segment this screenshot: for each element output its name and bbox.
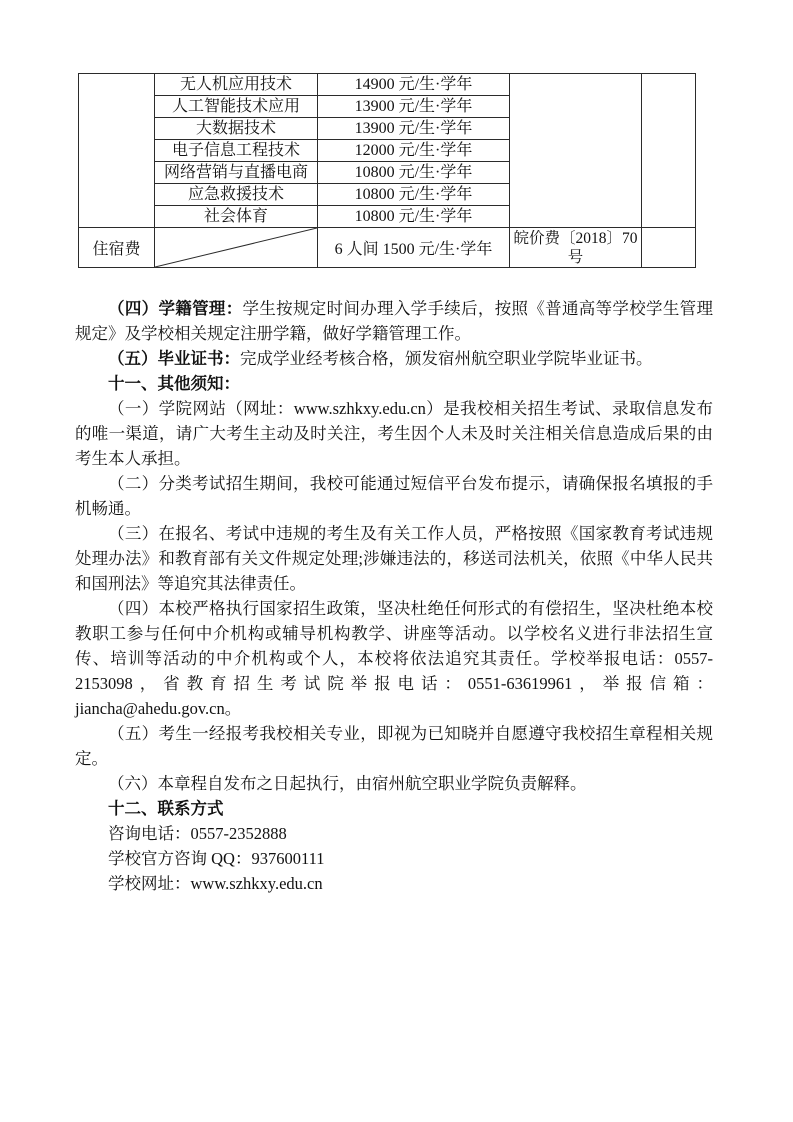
accommodation-fee-cell: 6 人间 1500 元/生·学年	[318, 228, 510, 268]
program-cell: 应急救援技术	[155, 184, 318, 206]
program-cell: 无人机应用技术	[155, 74, 318, 96]
accommodation-tail-cell-empty	[642, 228, 696, 268]
fee-cell: 13900 元/生·学年	[318, 118, 510, 140]
paragraph-text: 学生按规定时间办理入学手续后，按照《普通高等学校学生管理规定》及学校相关规定注册学籍，做好学籍管理工作。	[75, 299, 714, 343]
program-cell: 电子信息工程技术	[155, 140, 318, 162]
section-heading-12: 十二、联系方式	[108, 799, 224, 818]
notice-item-6: （六）本章程自发布之日起执行，由宿州航空职业学院负责解释。	[108, 774, 587, 793]
tail-cell-empty	[642, 74, 696, 228]
paragraph-xueji-guanli	[75, 296, 713, 346]
program-cell: 社会体育	[155, 206, 318, 228]
paragraph-lead: （四）学籍管理：	[108, 299, 243, 318]
paragraph-text: 完成学业经考核合格，颁发宿州航空职业学院毕业证书。	[240, 349, 653, 368]
notice-item-4: （四）本校严格执行国家招生政策，坚决杜绝任何形式的有偿招生，坚决杜绝本校教职工参与任何中介机构或辅导机构教学、讲座等活动。以学校名义进行非法招生宣传、培训等活动的中介机构或个人，本校将依法追究其责任。学校举报电话：0557-2153098，省教育招生考试院举报电话：0551-63619961，举报信箱：jiancha@ahedu.gov.cn。	[75, 599, 713, 718]
accommodation-basis-cell: 皖价费〔2018〕70 号	[510, 228, 642, 268]
contact-phone: 咨询电话：0557-2352888	[108, 824, 287, 843]
program-cell: 网络营销与直播电商	[155, 162, 318, 184]
fees-table	[78, 73, 696, 268]
notice-item-3: （三）在报名、考试中违规的考生及有关工作人员，严格按照《国家教育考试违规处理办法》和教育部有关文件规定处理;涉嫌违法的，移送司法机关，依照《中华人民共和国刑法》等追究其法律责任。	[75, 524, 713, 593]
accommodation-row	[79, 228, 696, 268]
contact-qq: 学校官方咨询 QQ：937600111	[108, 849, 325, 868]
paragraph-lead: （五）毕业证书：	[108, 349, 240, 368]
program-cell: 大数据技术	[155, 118, 318, 140]
fee-cell: 12000 元/生·学年	[318, 140, 510, 162]
basis-cell-empty	[510, 74, 642, 228]
program-cell: 人工智能技术应用	[155, 96, 318, 118]
tuition-label-cell-empty	[79, 74, 155, 228]
section-heading-11: 十一、其他须知：	[108, 374, 240, 393]
diagonal-slash-cell	[155, 228, 318, 268]
fee-cell: 10800 元/生·学年	[318, 206, 510, 228]
fee-cell: 14900 元/生·学年	[318, 74, 510, 96]
notice-item-5: （五）考生一经报考我校相关专业，即视为已知晓并自愿遵守我校招生章程相关规定。	[75, 724, 713, 768]
notice-item-2: （二）分类考试招生期间，我校可能通过短信平台发布提示，请确保报名填报的手机畅通。	[75, 474, 713, 518]
diagonal-line-icon	[155, 228, 317, 267]
paragraph-biye-zhengshu	[75, 346, 713, 371]
contact-website: 学校网址：www.szhkxy.edu.cn	[108, 874, 323, 893]
fee-cell: 10800 元/生·学年	[318, 184, 510, 206]
accommodation-label-cell: 住宿费	[79, 228, 155, 268]
body-text	[75, 296, 713, 896]
notice-item-1: （一）学院网站（网址：www.szhkxy.edu.cn）是我校相关招生考试、录取信息发布的唯一渠道，请广大考生主动及时关注，考生因个人未及时关注相关信息造成后果的由考生本人承担。	[75, 399, 713, 468]
fee-cell: 13900 元/生·学年	[318, 96, 510, 118]
table-row	[79, 74, 696, 96]
fee-cell: 10800 元/生·学年	[318, 162, 510, 184]
